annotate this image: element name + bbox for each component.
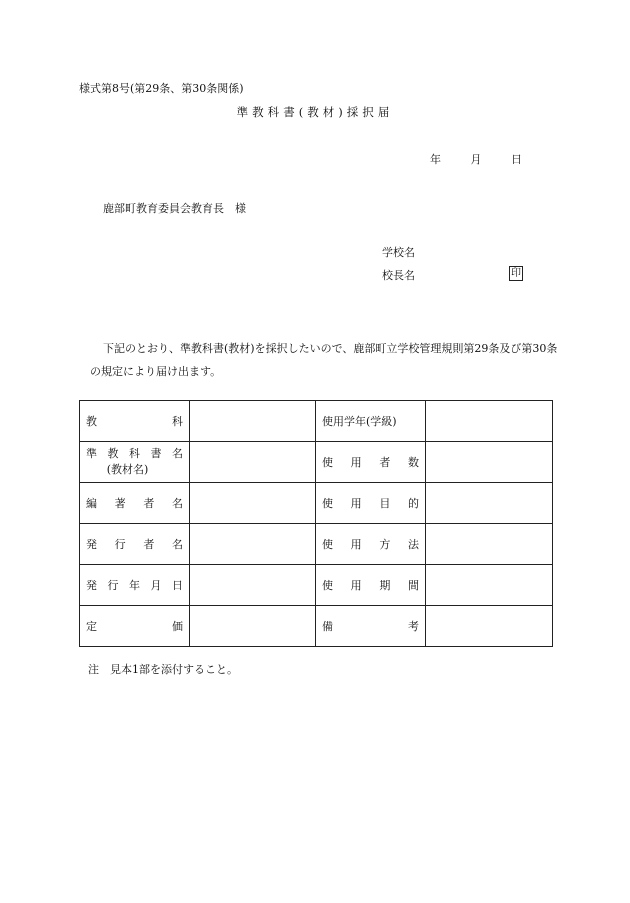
label-char: 科 xyxy=(129,447,140,460)
textbook-name-label-cell xyxy=(80,442,190,483)
user-count-value-cell[interactable] xyxy=(426,442,553,483)
subject-label-cell xyxy=(80,401,190,442)
author-label-cell xyxy=(80,483,190,524)
usage-purpose-label xyxy=(322,495,419,511)
label-char: 月 xyxy=(150,579,162,592)
publisher-label-cell xyxy=(80,524,190,565)
label-char: 者 xyxy=(143,497,155,510)
usage-grade-label: 使用学年(学級) xyxy=(322,415,397,428)
usage-period-label xyxy=(322,577,419,593)
label-char: 者 xyxy=(143,538,155,551)
label-char: 者 xyxy=(379,456,391,469)
label-char: 使 xyxy=(322,497,333,510)
note: 注 見本1部を添付すること。 xyxy=(88,663,238,676)
price-label-cell xyxy=(80,606,190,647)
label-char: 使 xyxy=(322,538,333,551)
label-char: 期 xyxy=(379,579,391,592)
seal-mark: 印 xyxy=(511,268,521,279)
label-char: 著 xyxy=(114,497,126,510)
usage-purpose-value-cell[interactable] xyxy=(426,483,553,524)
user-count-label xyxy=(322,454,419,470)
table-row xyxy=(80,442,553,483)
label-char: 用 xyxy=(350,497,362,510)
label-char: 定 xyxy=(86,620,97,633)
publish-date-label xyxy=(86,577,183,593)
textbook-name-value-cell[interactable] xyxy=(190,442,316,483)
publish-date-label-cell xyxy=(80,565,190,606)
date-line xyxy=(404,151,522,167)
remarks-label xyxy=(322,618,419,634)
label-char: 数 xyxy=(407,456,419,469)
date-year-label: 年 xyxy=(430,153,441,166)
label-char: 年 xyxy=(129,579,140,592)
label-char: 的 xyxy=(407,497,419,510)
table-row xyxy=(80,483,553,524)
label-char: 名 xyxy=(171,497,183,510)
principal-name-label: 校長名 xyxy=(382,269,415,282)
author-label xyxy=(86,495,183,511)
subject-label xyxy=(86,413,183,429)
date-month-label: 月 xyxy=(470,153,482,166)
label-char: 日 xyxy=(172,579,183,592)
label-char: 用 xyxy=(350,579,362,592)
usage-grade-label-cell xyxy=(316,401,426,442)
table-row xyxy=(80,606,553,647)
label-char: 用 xyxy=(350,456,362,469)
subject-value-cell[interactable] xyxy=(190,401,316,442)
remarks-value-cell[interactable] xyxy=(426,606,553,647)
textbook-name-label xyxy=(86,446,183,462)
label-char: 使 xyxy=(322,456,333,469)
textbook-name-sub-label: (教材名) xyxy=(106,463,149,476)
publish-date-value-cell[interactable] xyxy=(190,565,316,606)
label-char: 使 xyxy=(322,579,333,592)
label-char: 編 xyxy=(86,497,97,510)
application-table xyxy=(79,400,553,647)
label-char: 教 xyxy=(107,447,119,460)
table-row xyxy=(80,565,553,606)
label-char: 名 xyxy=(171,538,183,551)
user-count-label-cell xyxy=(316,442,426,483)
publisher-value-cell[interactable] xyxy=(190,524,316,565)
date-day-label: 日 xyxy=(511,153,522,166)
price-value-cell[interactable] xyxy=(190,606,316,647)
label-char: 名 xyxy=(172,447,183,460)
label-char: 価 xyxy=(172,620,183,633)
addressee: 鹿部町教育委員会教育長 様 xyxy=(103,202,246,215)
usage-purpose-label-cell xyxy=(316,483,426,524)
usage-method-value-cell[interactable] xyxy=(426,524,553,565)
body-text: 下記のとおり、準教科書(教材)を採択したいので、鹿部町立学校管理規則第29条及び第30条の規定により届け出ます。 xyxy=(90,342,558,378)
label-char: 法 xyxy=(407,538,419,551)
document-title: 準教科書(教材)採択届 xyxy=(236,105,394,119)
author-value-cell[interactable] xyxy=(190,483,316,524)
remarks-label-cell xyxy=(316,606,426,647)
label-char: 科 xyxy=(172,415,183,428)
publisher-label xyxy=(86,536,183,552)
label-char: 方 xyxy=(379,538,391,551)
table-row xyxy=(80,524,553,565)
form-number: 様式第8号(第29条、第30条関係) xyxy=(79,82,244,95)
usage-method-label xyxy=(322,536,419,552)
label-char: 発 xyxy=(86,579,97,592)
label-char: 考 xyxy=(408,620,419,633)
label-char: 教 xyxy=(86,415,97,428)
label-char: 間 xyxy=(407,579,419,592)
label-char: 書 xyxy=(150,447,162,460)
usage-method-label-cell xyxy=(316,524,426,565)
usage-period-value-cell[interactable] xyxy=(426,565,553,606)
label-char: 行 xyxy=(107,579,119,592)
school-name-label: 学校名 xyxy=(382,246,415,259)
label-char: 目 xyxy=(379,497,391,510)
usage-period-label-cell xyxy=(316,565,426,606)
usage-grade-value-cell[interactable] xyxy=(426,401,553,442)
table-row xyxy=(80,401,553,442)
price-label xyxy=(86,618,183,634)
label-char: 発 xyxy=(86,538,97,551)
label-char: 用 xyxy=(350,538,362,551)
label-char: 準 xyxy=(86,447,97,460)
label-char: 行 xyxy=(114,538,126,551)
label-char: 備 xyxy=(322,620,333,633)
